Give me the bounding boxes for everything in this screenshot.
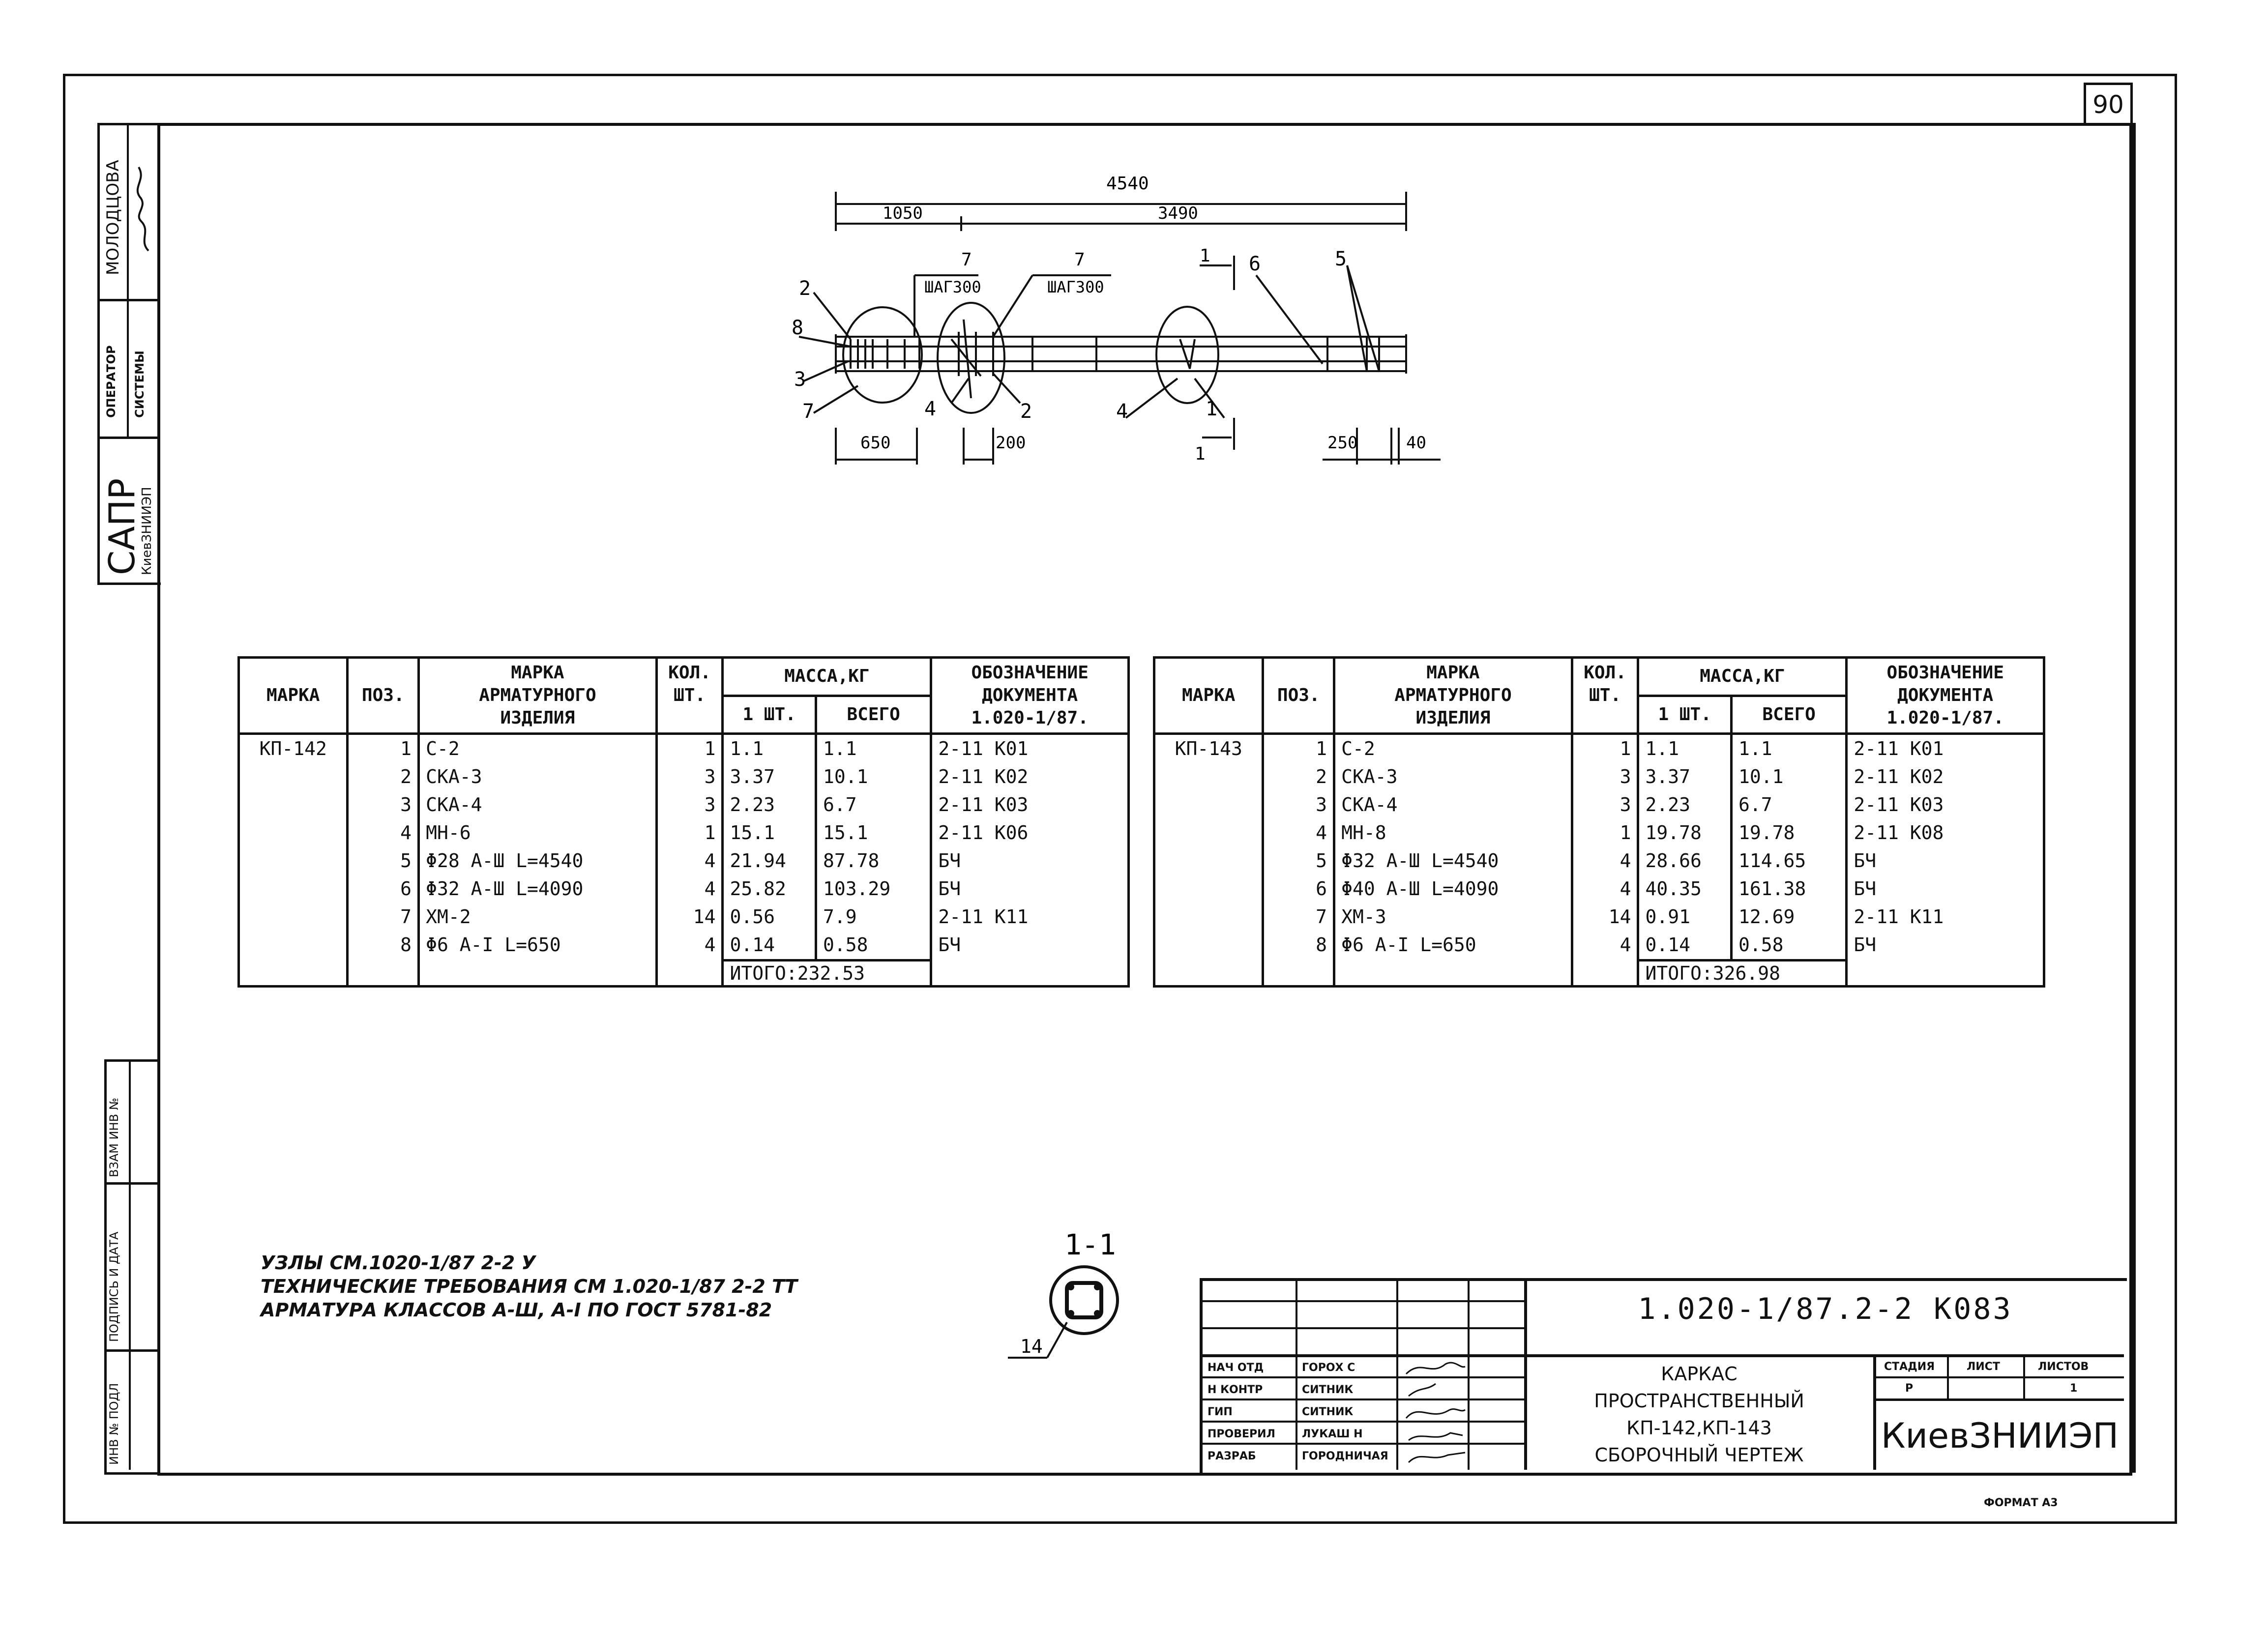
tb-vline-2: [1396, 1278, 1398, 1470]
col-kol: 1 3 3 1 4 4 14 4: [1572, 734, 1638, 987]
section-1-1: [993, 1224, 1141, 1367]
col-mall: 1.1 10.1 6.7 19.78 114.65 161.38 12.69 0.58: [1732, 734, 1847, 961]
pos-8: 8: [792, 317, 804, 339]
sheets-value: 1: [2070, 1382, 2078, 1395]
dim-250: 250: [1327, 433, 1358, 453]
left-strip-lower-d2: [104, 1349, 157, 1352]
stage-label: СТАДИЯ: [1884, 1361, 1935, 1373]
drawing-title: КАРКАС ПРОСТРАНСТВЕННЫЙ КП-142,КП-143 СБОРОЧНЫЙ ЧЕРТЕЖ: [1594, 1363, 1804, 1466]
stage-value: Р: [1905, 1382, 1914, 1395]
kiev-zniiep-small: КиевЗНИИЭП: [140, 487, 154, 575]
tb-vline-6: [1947, 1354, 1949, 1400]
note-1: УЗЛЫ СМ.1020-1/87 2-2 У: [261, 1252, 536, 1274]
sapr-text: САПР: [101, 478, 143, 575]
sheets-label: ЛИСТОВ: [2038, 1361, 2089, 1373]
operator-text: ОПЕРАТОР: [104, 345, 118, 418]
inv-podl-text: ИНВ № ПОДЛ: [107, 1383, 121, 1465]
total-1: ИТОГО:232.53: [723, 961, 931, 987]
th-massa-all: ВСЕГО: [1732, 696, 1847, 734]
th-izdelie: МАРКА АРМАТУРНОГО ИЗДЕЛИЯ: [1334, 658, 1572, 734]
step-right: ШАГ300: [1047, 278, 1104, 296]
th-poz: ПОЗ.: [1263, 658, 1334, 734]
role-1: НАЧ ОТД: [1208, 1362, 1264, 1374]
dim-right: 3490: [1158, 204, 1198, 223]
pos-2b: 2: [1020, 400, 1032, 423]
sheet-label: ЛИСТ: [1967, 1361, 2000, 1373]
th-marka: МАРКА: [1154, 658, 1263, 734]
tb-hline-3: [1200, 1354, 2124, 1357]
tb-hline-7: [1200, 1443, 1524, 1445]
format-label: ФОРМАТ А3: [1984, 1497, 2058, 1509]
step-left: ШАГ300: [924, 278, 981, 296]
col-izd: С-2 СКА-3 СКА-4 МН-8 Φ32 А-Ш L=4540 Φ40 А-Ш L=4090 ХМ-3 Φ6 А-I L=650: [1334, 734, 1572, 987]
left-strip-lower-v: [129, 1059, 131, 1470]
molodtsova-text: МОЛОДЦОВА: [103, 160, 123, 275]
podpis-data-text: ПОДПИСЬ И ДАТА: [107, 1231, 121, 1342]
signatures: [1401, 1357, 1470, 1470]
spec-table-2: [1153, 656, 2045, 988]
cut-bottom: 1: [1195, 444, 1206, 464]
pos-5: 5: [1335, 248, 1347, 270]
tb-vline-1: [1296, 1278, 1297, 1470]
tb-vline-7: [2023, 1354, 2025, 1400]
reinforcement-cage-drawing: [0, 0, 2268, 492]
th-massa-1: 1 ШТ.: [723, 696, 816, 734]
th-massa: МАССА,КГ: [723, 658, 931, 696]
role-3: ГИП: [1208, 1406, 1233, 1418]
total-2: ИТОГО:326.98: [1638, 961, 1847, 987]
pos-3: 3: [794, 368, 806, 391]
section-label: 1-1: [1064, 1228, 1116, 1261]
cut-top: 1: [1200, 246, 1210, 266]
col-poz: 1 2 3 4 5 6 7 8: [1263, 734, 1334, 987]
pos-7c: 7: [802, 400, 815, 423]
tb-hline-2: [1200, 1327, 1524, 1329]
th-doc: ОБОЗНАЧЕНИЕ ДОКУМЕНТА 1.020-1/87.: [1847, 658, 2044, 734]
col-mall: 1.1 10.1 6.7 15.1 87.78 103.29 7.9 0.58: [816, 734, 931, 961]
cell-mark: КП-142: [239, 734, 348, 987]
pos-4a: 4: [924, 398, 937, 420]
th-doc: ОБОЗНАЧЕНИЕ ДОКУМЕНТА 1.020-1/87.: [931, 658, 1129, 734]
org-name: КиевЗНИИЭП: [1881, 1416, 2119, 1456]
doc-code: 1.020-1/87.2-2 К083: [1638, 1292, 2013, 1326]
col-poz: 1 2 3 4 5 6 7 8: [348, 734, 419, 987]
dim-40: 40: [1406, 433, 1426, 453]
note-3: АРМАТУРА КЛАССОВ А-Ш, А-I ПО ГОСТ 5781-82: [261, 1299, 772, 1321]
name-4: ЛУКАШ Н: [1302, 1428, 1363, 1440]
tb-hline-4: [1200, 1376, 1524, 1378]
pos-6: 6: [1249, 253, 1261, 275]
col-izd: С-2 СКА-3 СКА-4 МН-6 Φ28 А-Ш L=4540 Φ32 А-Ш L=4090 ХМ-2 Φ6 А-I L=650: [419, 734, 657, 987]
tb-hline-5: [1200, 1398, 1524, 1400]
th-massa: МАССА,КГ: [1638, 658, 1847, 696]
left-strip-lower-d1: [104, 1182, 157, 1185]
pos-7b: 7: [1074, 250, 1085, 270]
dim-total: 4540: [1106, 174, 1149, 194]
name-1: ГОРОХ С: [1302, 1362, 1355, 1374]
th-massa-all: ВСЕГО: [816, 696, 931, 734]
sheet-number-box: 90: [2084, 83, 2133, 125]
spec-table-1: [237, 656, 1130, 988]
tb-hline-6: [1200, 1421, 1524, 1423]
cell-mark: КП-143: [1154, 734, 1263, 987]
col-m1: 1.1 3.37 2.23 19.78 28.66 40.35 0.91 0.14: [1638, 734, 1732, 961]
th-massa-1: 1 ШТ.: [1638, 696, 1732, 734]
pos-1: 1: [1206, 398, 1218, 420]
col-kol: 1 3 3 1 4 4 14 4: [656, 734, 723, 987]
notes: [261, 1251, 797, 1322]
role-4: ПРОВЕРИЛ: [1208, 1428, 1275, 1440]
tb-hline-9: [1873, 1398, 2124, 1401]
name-5: ГОРОДНИЧАЯ: [1302, 1450, 1388, 1462]
th-poz: ПОЗ.: [348, 658, 419, 734]
pos-7a: 7: [961, 250, 972, 270]
col-doc: 2-11 К01 2-11 К02 2-11 К03 2-11 К08 БЧ БЧ 2-11 К11 БЧ: [1847, 734, 2044, 987]
role-5: РАЗРАБ: [1208, 1450, 1256, 1462]
pos-4b: 4: [1116, 400, 1128, 423]
section-pos: 14: [1020, 1336, 1043, 1357]
tb-hline-8: [1873, 1376, 2124, 1378]
name-3: СИТНИК: [1302, 1406, 1354, 1418]
vzam-inv-text: ВЗАМ ИНВ №: [107, 1098, 121, 1177]
dim-left: 1050: [883, 204, 923, 223]
pos-2: 2: [799, 277, 811, 300]
col-m1: 1.1 3.37 2.23 15.1 21.94 25.82 0.56 0.14: [723, 734, 816, 961]
th-kol: КОЛ. ШТ.: [1572, 658, 1638, 734]
th-izdelie: МАРКА АРМАТУРНОГО ИЗДЕЛИЯ: [419, 658, 657, 734]
dim-200: 200: [996, 433, 1026, 453]
th-kol: КОЛ. ШТ.: [656, 658, 723, 734]
col-doc: 2-11 К01 2-11 К02 2-11 К03 2-11 К06 БЧ БЧ 2-11 К11 БЧ: [931, 734, 1129, 987]
tb-hline-1: [1200, 1300, 1524, 1302]
note-2: ТЕХНИЧЕСКИЕ ТРЕБОВАНИЯ СМ 1.020-1/87 2-2 ТТ: [261, 1276, 797, 1297]
dim-650: 650: [860, 433, 891, 453]
sistemy-text: СИСТЕМЫ: [133, 350, 147, 418]
th-marka: МАРКА: [239, 658, 348, 734]
name-2: СИТНИК: [1302, 1384, 1354, 1396]
role-2: Н КОНТР: [1208, 1384, 1263, 1396]
